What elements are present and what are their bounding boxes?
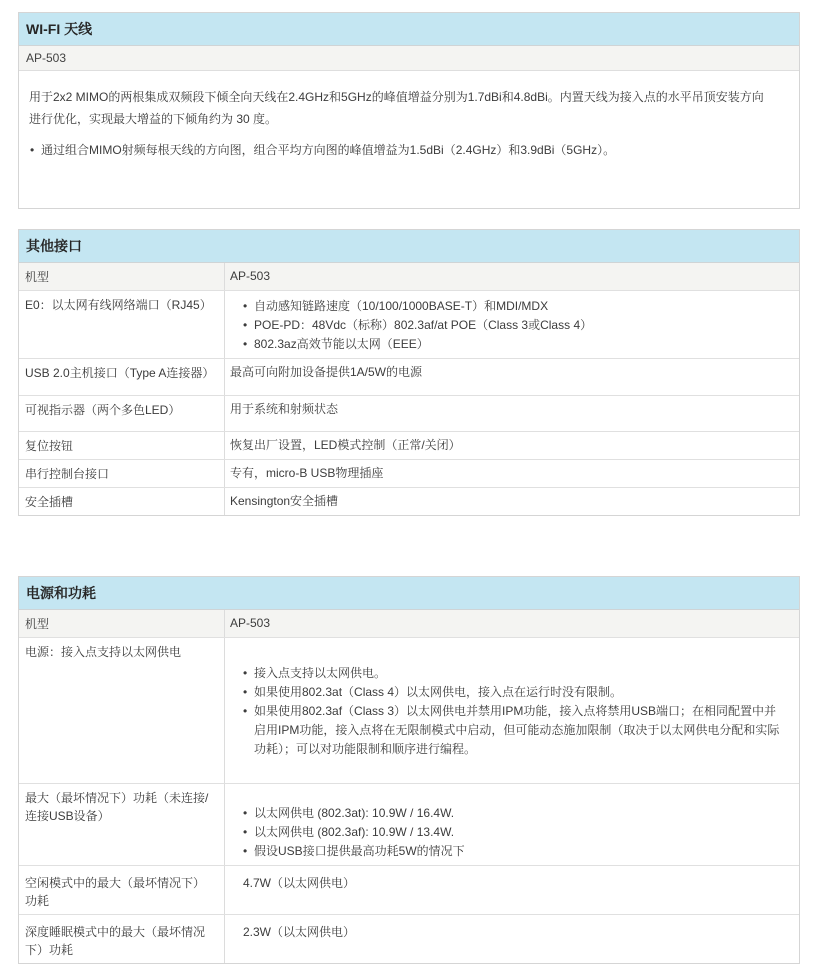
spec-value: 恢复出厂设置，LED模式控制（正常/关闭） — [230, 438, 461, 452]
section-title: 其他接口 — [26, 238, 82, 254]
model-banner — [19, 46, 799, 71]
table-row — [19, 396, 799, 432]
spec-value: Kensington安全插槽 — [230, 494, 339, 508]
spec-value: 用于系统和射频状态 — [230, 402, 339, 416]
table-row — [19, 291, 799, 359]
table-row — [19, 432, 799, 460]
table-row — [19, 460, 799, 488]
section-header-power — [19, 577, 799, 610]
spec-label: 安全插槽 — [19, 488, 225, 515]
spec-value: AP-503 — [230, 269, 271, 283]
spec-label: USB 2.0主机接口（Type A连接器） — [19, 359, 225, 395]
spec-value: 4.7W（以太网供电） — [243, 876, 356, 890]
spec-label: 深度睡眠模式中的最大（最坏情况下）功耗 — [19, 915, 225, 963]
spec-label: E0：以太网有线网络端口（RJ45） — [19, 291, 225, 358]
spec-value — [225, 784, 799, 865]
bullet-item: • 802.3az高效节能以太网（EEE） — [243, 335, 787, 354]
spec-label: 机型 — [19, 610, 225, 637]
spec-value: 最高可向附加设备提供1A/5W的电源 — [230, 365, 423, 379]
bullet-item: • 接入点支持以太网供电。 — [243, 664, 787, 683]
spec-value: 2.3W（以太网供电） — [243, 925, 356, 939]
spec-label: 电源：接入点支持以太网供电 — [19, 638, 225, 783]
bullet-item: • 如果使用802.3at（Class 4）以太网供电，接入点在运行时没有限制。 — [243, 683, 787, 702]
table-row-model — [19, 610, 799, 638]
section-power-consumption — [18, 576, 800, 964]
bullet-item: • POE-PD：48Vdc（标称）802.3af/at POE（Class 3或Class 4） — [243, 316, 787, 335]
model-value: AP-503 — [26, 51, 67, 65]
bullet-item: • 以太网供电 (802.3at): 10.9W / 16.4W. — [243, 804, 787, 823]
antenna-bullet-list — [29, 141, 769, 160]
spec-value — [225, 638, 799, 783]
spec-value: 专有，micro-B USB物理插座 — [230, 466, 384, 480]
section-wifi-antenna — [18, 12, 800, 209]
table-row-model — [19, 263, 799, 291]
section-other-interfaces — [18, 229, 800, 516]
spec-bullet-list — [243, 664, 787, 759]
table-row — [19, 359, 799, 396]
table-row — [19, 638, 799, 784]
spec-bullet-list — [243, 297, 787, 354]
bullet-item: • 通过组合MIMO射频每根天线的方向图，组合平均方向图的峰值增益为1.5dBi（2.4GHz）和3.9dBi（5GHz）。 — [30, 141, 769, 160]
bullet-item: • 自动感知链路速度（10/100/1000BASE-T）和MDI/MDX — [243, 297, 787, 316]
table-row — [19, 488, 799, 515]
spec-label: 可视指示器（两个多色LED） — [19, 396, 225, 431]
antenna-description — [19, 71, 799, 208]
spec-label: 空闲模式中的最大（最坏情况下）功耗 — [19, 866, 225, 914]
antenna-paragraph: 用于2x2 MIMO的两根集成双频段下倾全向天线在2.4GHz和5GHz的峰值增益分别为1.7dBi和4.8dBi。内置天线为接入点的水平吊顶安装方向进行优化，实现最大增益的下倾角约为 30 度。 — [29, 90, 764, 126]
bullet-item: • 以太网供电 (802.3af): 10.9W / 13.4W. — [243, 823, 787, 842]
section-title: WI-FI 天线 — [26, 21, 93, 37]
table-row — [19, 915, 799, 963]
spec-bullet-list — [243, 804, 787, 861]
spec-value: AP-503 — [230, 616, 271, 630]
bullet-item: • 如果使用802.3af（Class 3）以太网供电并禁用IPM功能，接入点将禁用USB端口；在相同配置中并启用IPM功能，接入点将在无限制模式中启动，但可能动态施加限制（取决于以太网供电分配和实际功耗）；可以对功能限制和顺序进行编程。 — [243, 702, 787, 759]
section-title: 电源和功耗 — [26, 585, 96, 601]
spec-label: 串行控制台接口 — [19, 460, 225, 487]
spec-label: 复位按钮 — [19, 432, 225, 459]
bullet-item: • 假设USB接口提供最高功耗5W的情况下 — [243, 842, 787, 861]
table-row — [19, 784, 799, 866]
section-header-wifi-antenna — [19, 13, 799, 46]
section-header-other-interfaces — [19, 230, 799, 263]
spec-label: 机型 — [19, 263, 225, 290]
spec-label: 最大（最坏情况下）功耗（未连接/连接USB设备） — [19, 784, 225, 865]
spec-value — [225, 291, 799, 358]
table-row — [19, 866, 799, 915]
